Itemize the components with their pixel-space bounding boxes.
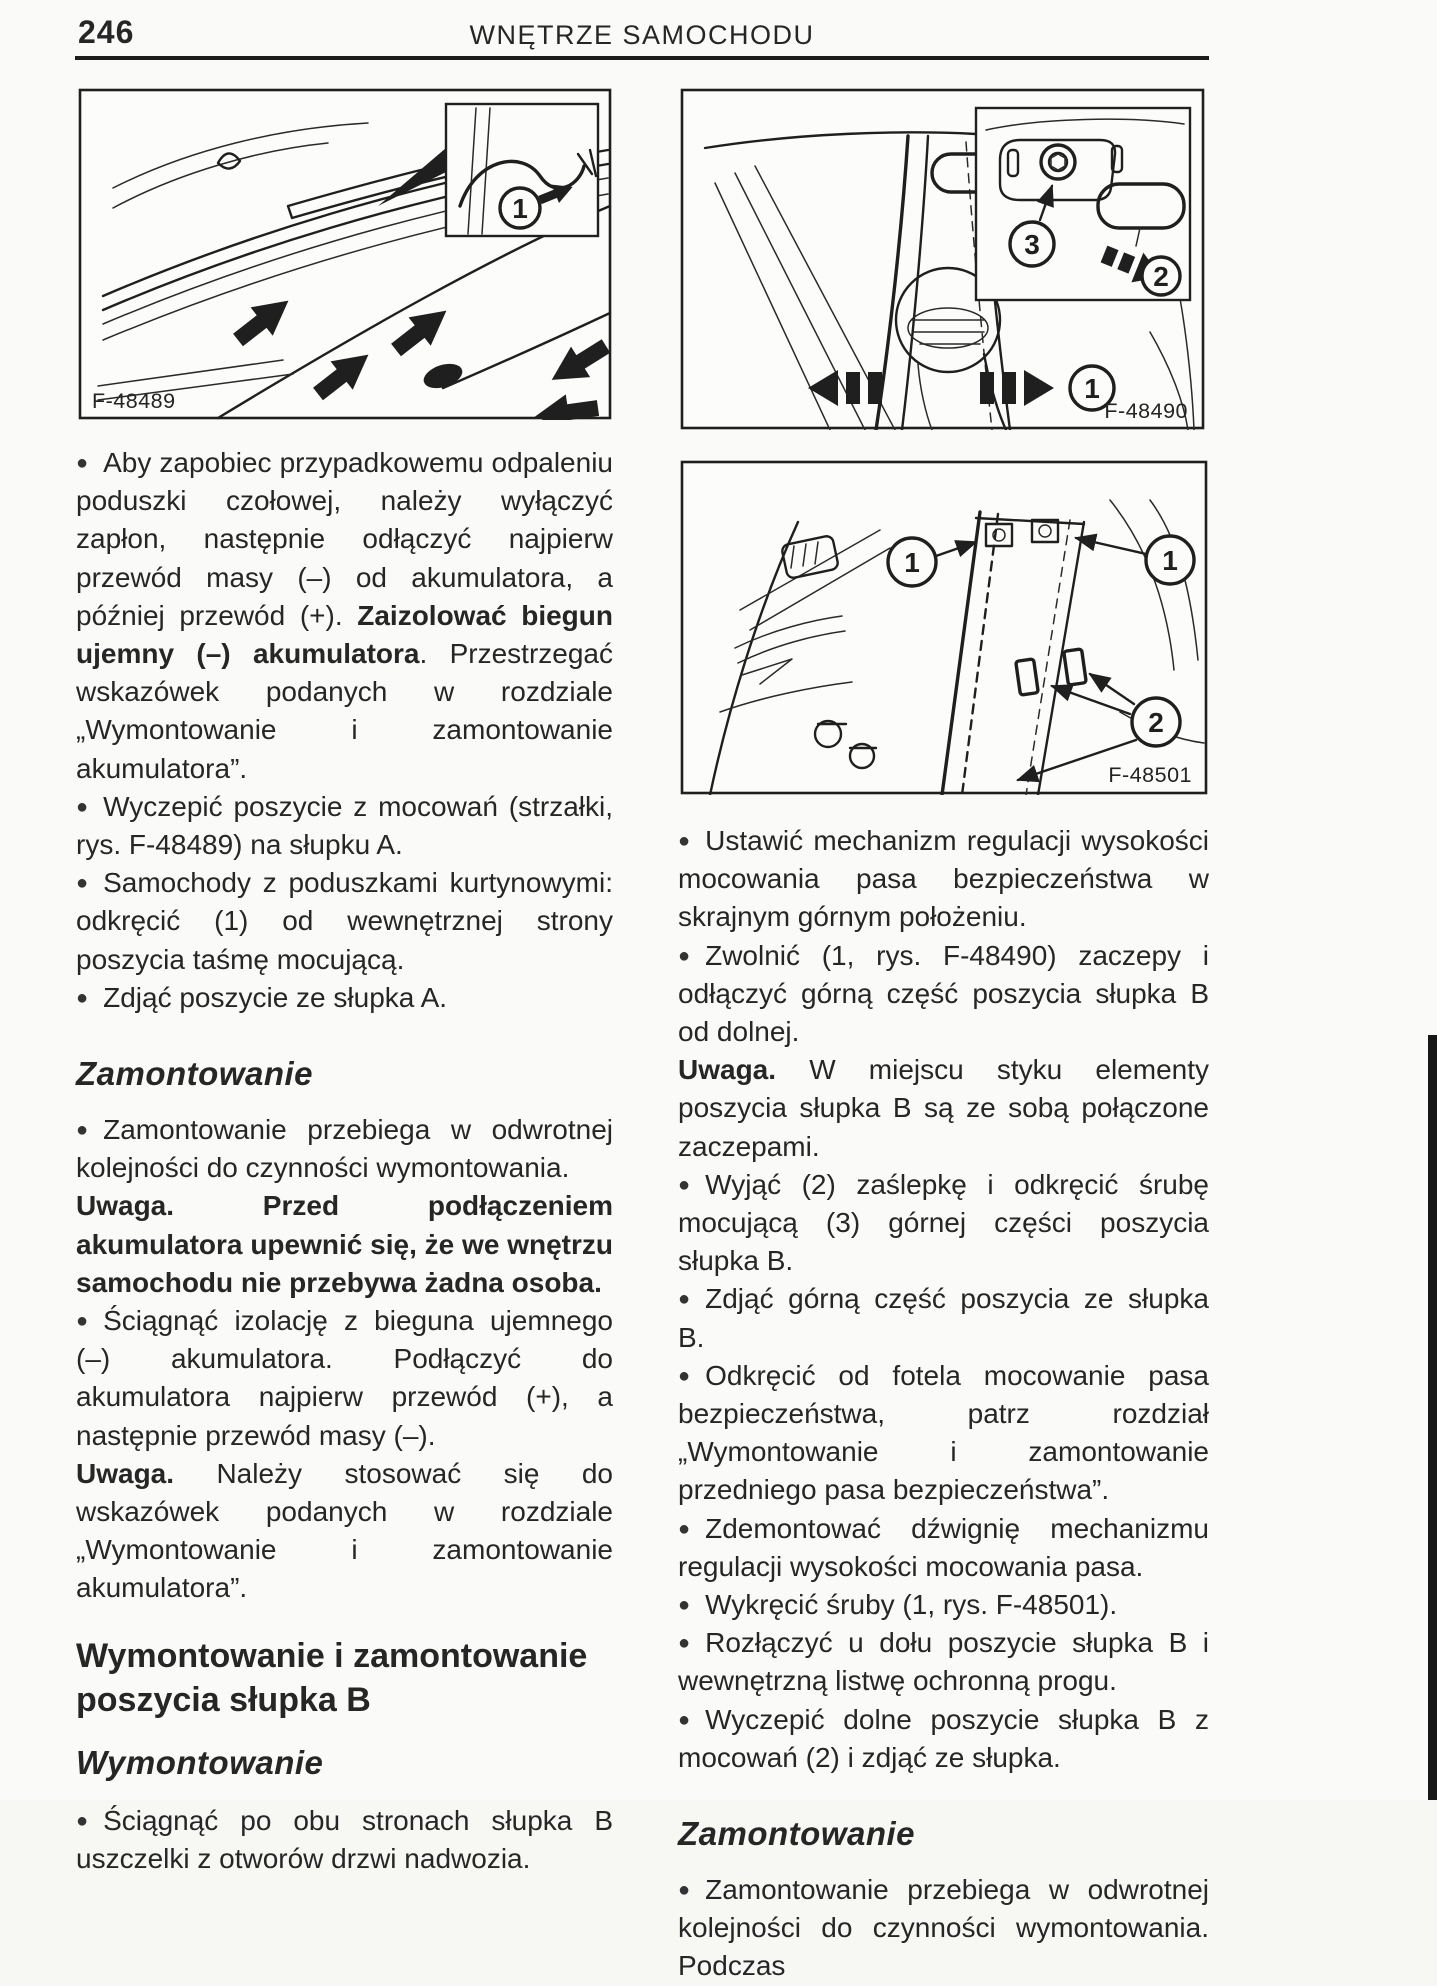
bullet-paragraph [678,1166,1209,1281]
paragraph-text: Rozłączyć u dołu poszycie słupka B i wewnętrzną listwę ochronną progu. [678,1627,1209,1697]
bullet-icon: ● [76,452,89,474]
figure-label: F-48490 [1104,399,1188,423]
figure-label: F-48489 [92,389,176,413]
paragraph-text: Zwolnić (1, rys. F-48490) zaczepy i odłączyć górną część poszycia słupka B od dolnej. [678,939,1209,1048]
bullet-paragraph [678,1624,1209,1700]
paragraph-text: Samochody z poduszkami kurtynowymi: odkręcić (1) od wewnętrznej strony poszycia taśmę mocującą. [76,867,613,975]
bullet-paragraph [678,1586,1209,1624]
note-paragraph [76,1455,613,1608]
bullet-paragraph [678,822,1209,937]
heading-removal: Wymontowanie [76,1743,324,1781]
paragraph-text: Zamontowanie przebiega w odwrotnej kolejności do czynności wymontowania. Podczas [678,1874,1209,1982]
bullet-paragraph [678,1357,1209,1510]
figure-f48490-drawing [680,88,1205,430]
scan-edge-artifact [1428,1035,1437,1800]
paragraph-text: Zdemontować dźwignię mechanizmu regulacji wysokości mocowania pasa. [678,1512,1209,1582]
heading-installation: Zamontowanie [678,1815,916,1853]
paragraph-text: Zdjąć poszycie ze słupka A. [103,981,448,1013]
paragraph-text: Odkręcić od fotela mocowanie pasa bezpieczeństwa, patrz rozdział „Wymontowanie i zamontowanie przedniego pasa bezpieczeństwa”. [678,1359,1209,1506]
paragraph-text: Wykręcić śruby (1, rys. F-48501). [705,1589,1118,1621]
bullet-icon: ● [678,944,691,967]
callout-2-number: 2 [1153,261,1169,292]
bullet-icon: ● [678,1517,691,1540]
paragraph-text: Wyjąć (2) zaślepkę i odkręcić śrubę mocującą (3) górnej części poszycia słupka B. [678,1168,1209,1277]
heading-section-b-pillar: Wymontowanie i zamontowanie poszycia słupka B [76,1636,588,1719]
bullet-paragraph [76,979,613,1017]
bullet-icon: ● [678,1879,691,1902]
note-label: Uwaga. [76,1457,175,1489]
bullet-icon: ● [76,1119,89,1142]
note-label: Uwaga. [678,1054,777,1086]
bullet-paragraph [76,788,613,864]
bullet-paragraph [678,1510,1209,1586]
paragraph-text-bold: Zaizolować biegun ujemny (–) akumulatora [76,599,613,670]
heading-installation: Zamontowanie [76,1055,314,1093]
right-column [678,822,1209,1986]
left-column [76,444,613,1878]
header-rule [75,56,1209,60]
bullet-icon: ● [76,795,89,818]
paragraph-text: Należy stosować się do wskazówek podanych w rozdziale „Wymontowanie i zamontowanie akumulatora”. [76,1457,613,1604]
bullet-paragraph [678,1280,1209,1356]
figure-f48501 [680,460,1208,795]
note-paragraph [678,1051,1209,1166]
paragraph-text: W miejscu styku elementy poszycia słupka B są ze sobą połączone zaczepami. [678,1054,1209,1162]
figure-f48490 [680,88,1205,430]
paragraph-text: Zdjąć górną część poszycia ze słupka B. [678,1283,1209,1353]
figure-f48489-drawing [78,88,612,420]
page-header-title: WNĘTRZE SAMOCHODU [469,20,815,50]
paragraph-text: Wyczepić dolne poszycie słupka B z mocowań (2) i zdjąć ze słupka. [678,1703,1209,1773]
paragraph-text: Ściągnąć po obu stronach słupka B uszczelki z otworów drzwi nadwozia. [76,1804,613,1874]
bullet-icon: ● [76,872,89,895]
figure-label: F-48501 [1108,763,1192,787]
bullet-icon: ● [678,1173,691,1196]
callout-1-number: 1 [512,193,528,224]
paragraph-text: Aby zapobiec przypadkowemu odpaleniu poduszki czołowej, należy wyłączyć zapłon, następnie odłączyć najpierw przewód masy (–) od akumulatora, a później przewód (+). [76,447,613,631]
bullet-icon: ● [76,1310,89,1333]
callout-2-number: 2 [1148,707,1164,738]
bullet-paragraph [76,1111,613,1187]
paragraph-text: Zamontowanie przebiega w odwrotnej kolejności do czynności wymontowania. [76,1114,613,1184]
paragraph-text: . Przestrzegać wskazówek podanych w rozdziale „Wymontowanie i zamontowanie akumulatora”. [76,638,613,784]
callout-1-number: 1 [1084,373,1100,404]
bullet-paragraph [76,1802,613,1878]
bullet-icon: ● [76,1809,89,1832]
bullet-paragraph [76,444,613,788]
bullet-paragraph [678,1871,1209,1986]
bullet-paragraph [76,864,613,979]
paragraph-text: Ściągnąć izolację z bieguna ujemnego (–) akumulatora. Podłączyć do akumulatora najpierw przewód (+), a następnie przewód masy (–). [76,1305,613,1451]
callout-1-number: 1 [904,547,920,578]
paragraph-text: Wyczepić poszycie z mocowań (strzałki, rys. F-48489) na słupku A. [76,790,613,861]
paragraph-text: Ustawić mechanizm regulacji wysokości mocowania pasa bezpieczeństwa w skrajnym górnym położeniu. [678,825,1209,933]
bullet-icon: ● [678,1708,691,1731]
bullet-icon: ● [678,1364,691,1387]
bullet-icon: ● [678,1594,691,1617]
bullet-icon: ● [678,1632,691,1655]
screw-detail-inset [976,108,1190,300]
figure-f48501-drawing [680,460,1208,795]
note-paragraph: Uwaga. Przed podłączeniem akumulatora upewnić się, że we wnętrzu samochodu nie przebywa żadna osoba. [76,1190,613,1298]
bullet-icon: ● [76,986,89,1009]
bullet-paragraph [678,1701,1209,1777]
bullet-icon: ● [678,1288,691,1311]
page-number: 246 [78,14,135,50]
bullet-paragraph [678,937,1209,1052]
callout-1-number: 1 [1162,545,1178,576]
bullet-paragraph [76,1302,613,1455]
callout-3-number: 3 [1024,229,1040,260]
figure-f48489 [78,88,612,420]
bullet-icon: ● [678,830,691,852]
